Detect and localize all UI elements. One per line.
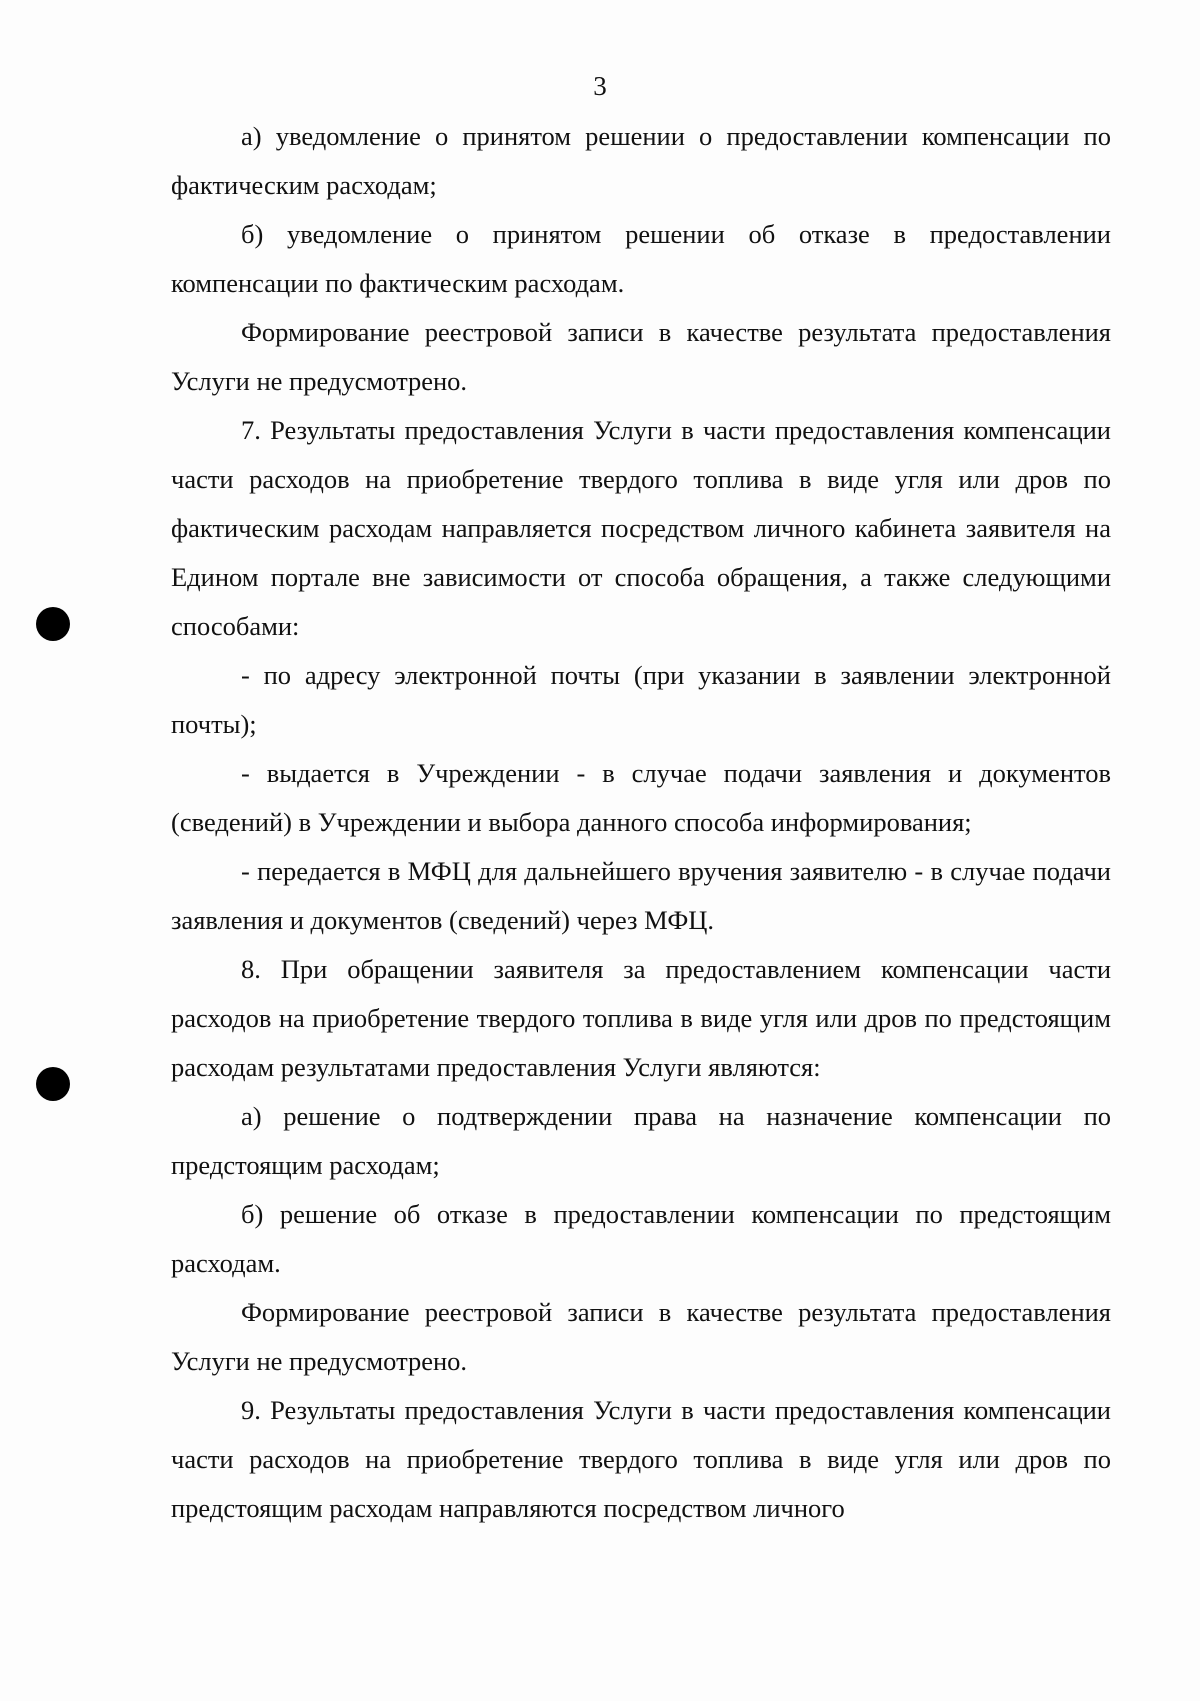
paragraph-item-b-decision-refusal: б) решение об отказе в предоставлении компенсации по предстоящим расходам. <box>171 1199 1111 1278</box>
paragraph-item-a-decision-confirmed: а) решение о подтверждении права на назначение компенсации по предстоящим расходам; <box>171 1101 1111 1180</box>
paragraph-registry-record-note: Формирование реестровой записи в качестве результата предоставления Услуги не предусмотрено. <box>171 317 1111 396</box>
paragraph-delivery-email: - по адресу электронной почты (при указании в заявлении электронной почты); <box>171 660 1111 739</box>
paragraph-clause-7: 7. Результаты предоставления Услуги в части предоставления компенсации части расходов на приобретение твердого топлива в виде угля или дров по фактическим расходам направляется посредством личного кабинета заявителя на Едином портале вне зависимости от способа обращения, а также следующими способами: <box>171 415 1111 641</box>
punch-hole-mark <box>36 1067 70 1101</box>
paragraph-delivery-institution: - выдается в Учреждении - в случае подачи заявления и документов (сведений) в Учреждении и выбора данного способа информирования; <box>171 758 1111 837</box>
page-number: 3 <box>593 71 607 101</box>
punch-hole-mark <box>36 607 70 641</box>
paragraph-item-b-notification-refusal: б) уведомление о принятом решении об отказе в предоставлении компенсации по фактическим расходам. <box>171 219 1111 298</box>
paragraph-delivery-mfc: - передается в МФЦ для дальнейшего вручения заявителю - в случае подачи заявления и документов (сведений) через МФЦ. <box>171 856 1111 935</box>
paragraph-clause-9: 9. Результаты предоставления Услуги в части предоставления компенсации части расходов на приобретение твердого топлива в виде угля или дров по предстоящим расходам направляются посредством личного <box>171 1395 1111 1523</box>
paragraph-registry-record-note: Формирование реестровой записи в качестве результата предоставления Услуги не предусмотрено. <box>171 1297 1111 1376</box>
paragraph-item-a-notification-granted: а) уведомление о принятом решении о предоставлении компенсации по фактическим расходам; <box>171 121 1111 200</box>
paragraph-clause-8: 8. При обращении заявителя за предоставлением компенсации части расходов на приобретение твердого топлива в виде угля или дров по предстоящим расходам результатами предоставления Услуги являются: <box>171 954 1111 1082</box>
document-body <box>171 112 1111 1533</box>
